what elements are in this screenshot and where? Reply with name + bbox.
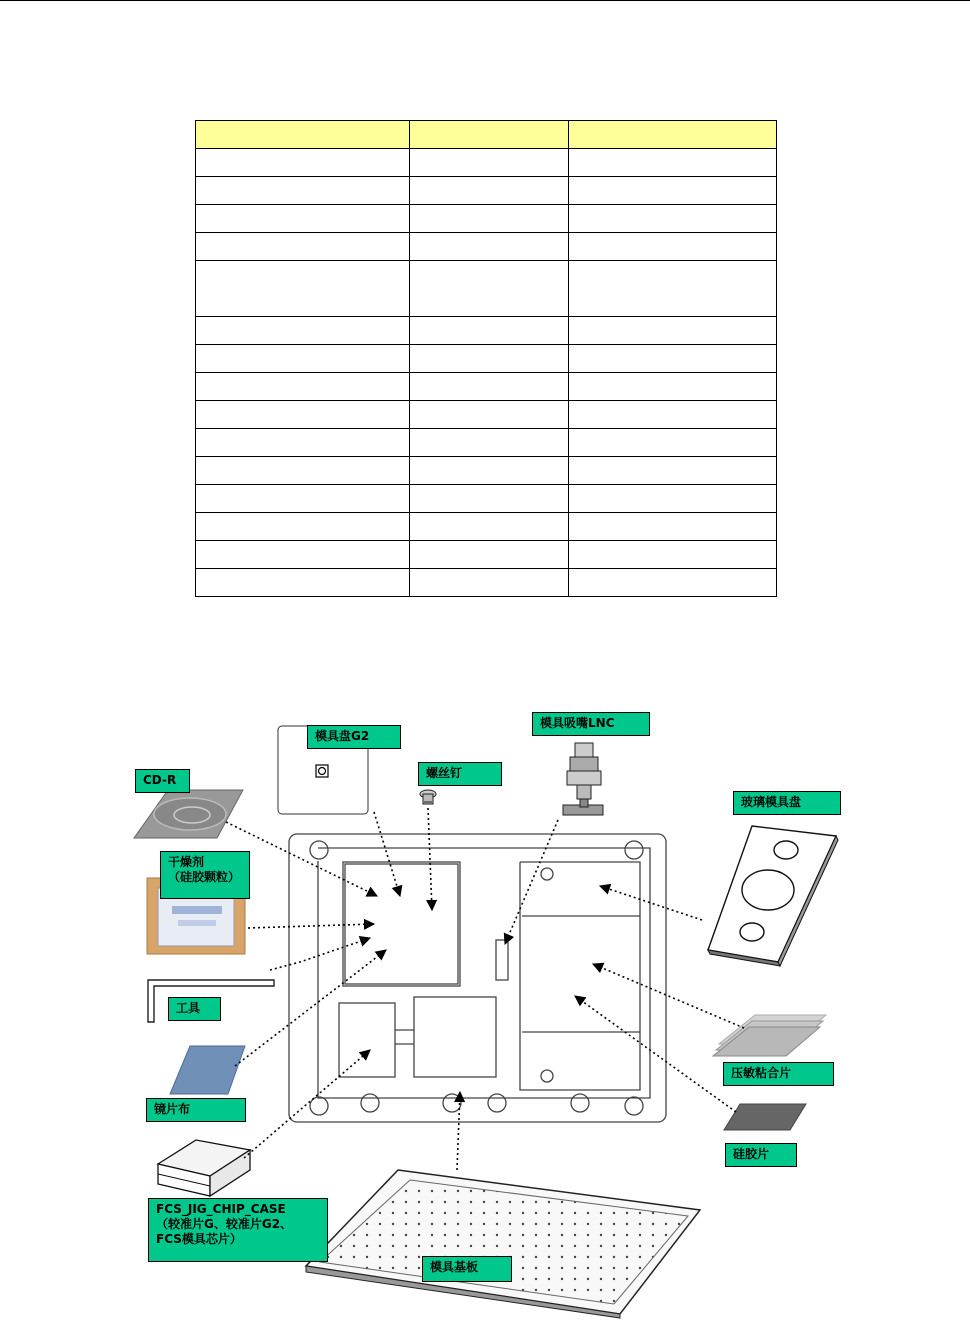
- silicone-sheet-label: 硅胶片: [725, 1143, 797, 1167]
- jig-tray-g2-label: 模具盘G2: [307, 725, 401, 749]
- pressure-sensitive-sheet-label: 压敏粘合片: [723, 1062, 834, 1086]
- cd-r-label: CD-R: [135, 769, 190, 793]
- pressure-sensitive-sheet-illustration: [713, 1015, 826, 1056]
- screw-label: 螺丝钉: [418, 762, 502, 786]
- jig-base-plate-label: 模具基板: [422, 1256, 512, 1282]
- jig-nozzle-illustration: [563, 743, 603, 815]
- jig-base-plate-illustration: [306, 1170, 700, 1318]
- chip-case-illustration: [158, 1140, 250, 1196]
- screw-illustration: [420, 790, 436, 804]
- desiccant-label: 干燥剂 （硅胶颗粒）: [160, 851, 250, 899]
- tool-label: 工具: [168, 997, 221, 1021]
- glass-jig-tray-illustration: [708, 826, 838, 966]
- jig-nozzle-lnc-label: 模具吸嘴LNC: [532, 712, 650, 736]
- silicone-sheet-illustration: [724, 1104, 806, 1130]
- lens-cloth-label: 镜片布: [146, 1098, 246, 1122]
- cd-r-illustration: [134, 790, 243, 838]
- lens-cloth-illustration: [170, 1046, 245, 1094]
- fcs-jig-chip-case-label: FCS_JIG_CHIP_CASE （较准片G、较准片G2、 FCS模具芯片）: [148, 1198, 328, 1262]
- main-tray-illustration: [289, 834, 666, 1122]
- glass-jig-tray-label: 玻璃模具盘: [733, 791, 841, 815]
